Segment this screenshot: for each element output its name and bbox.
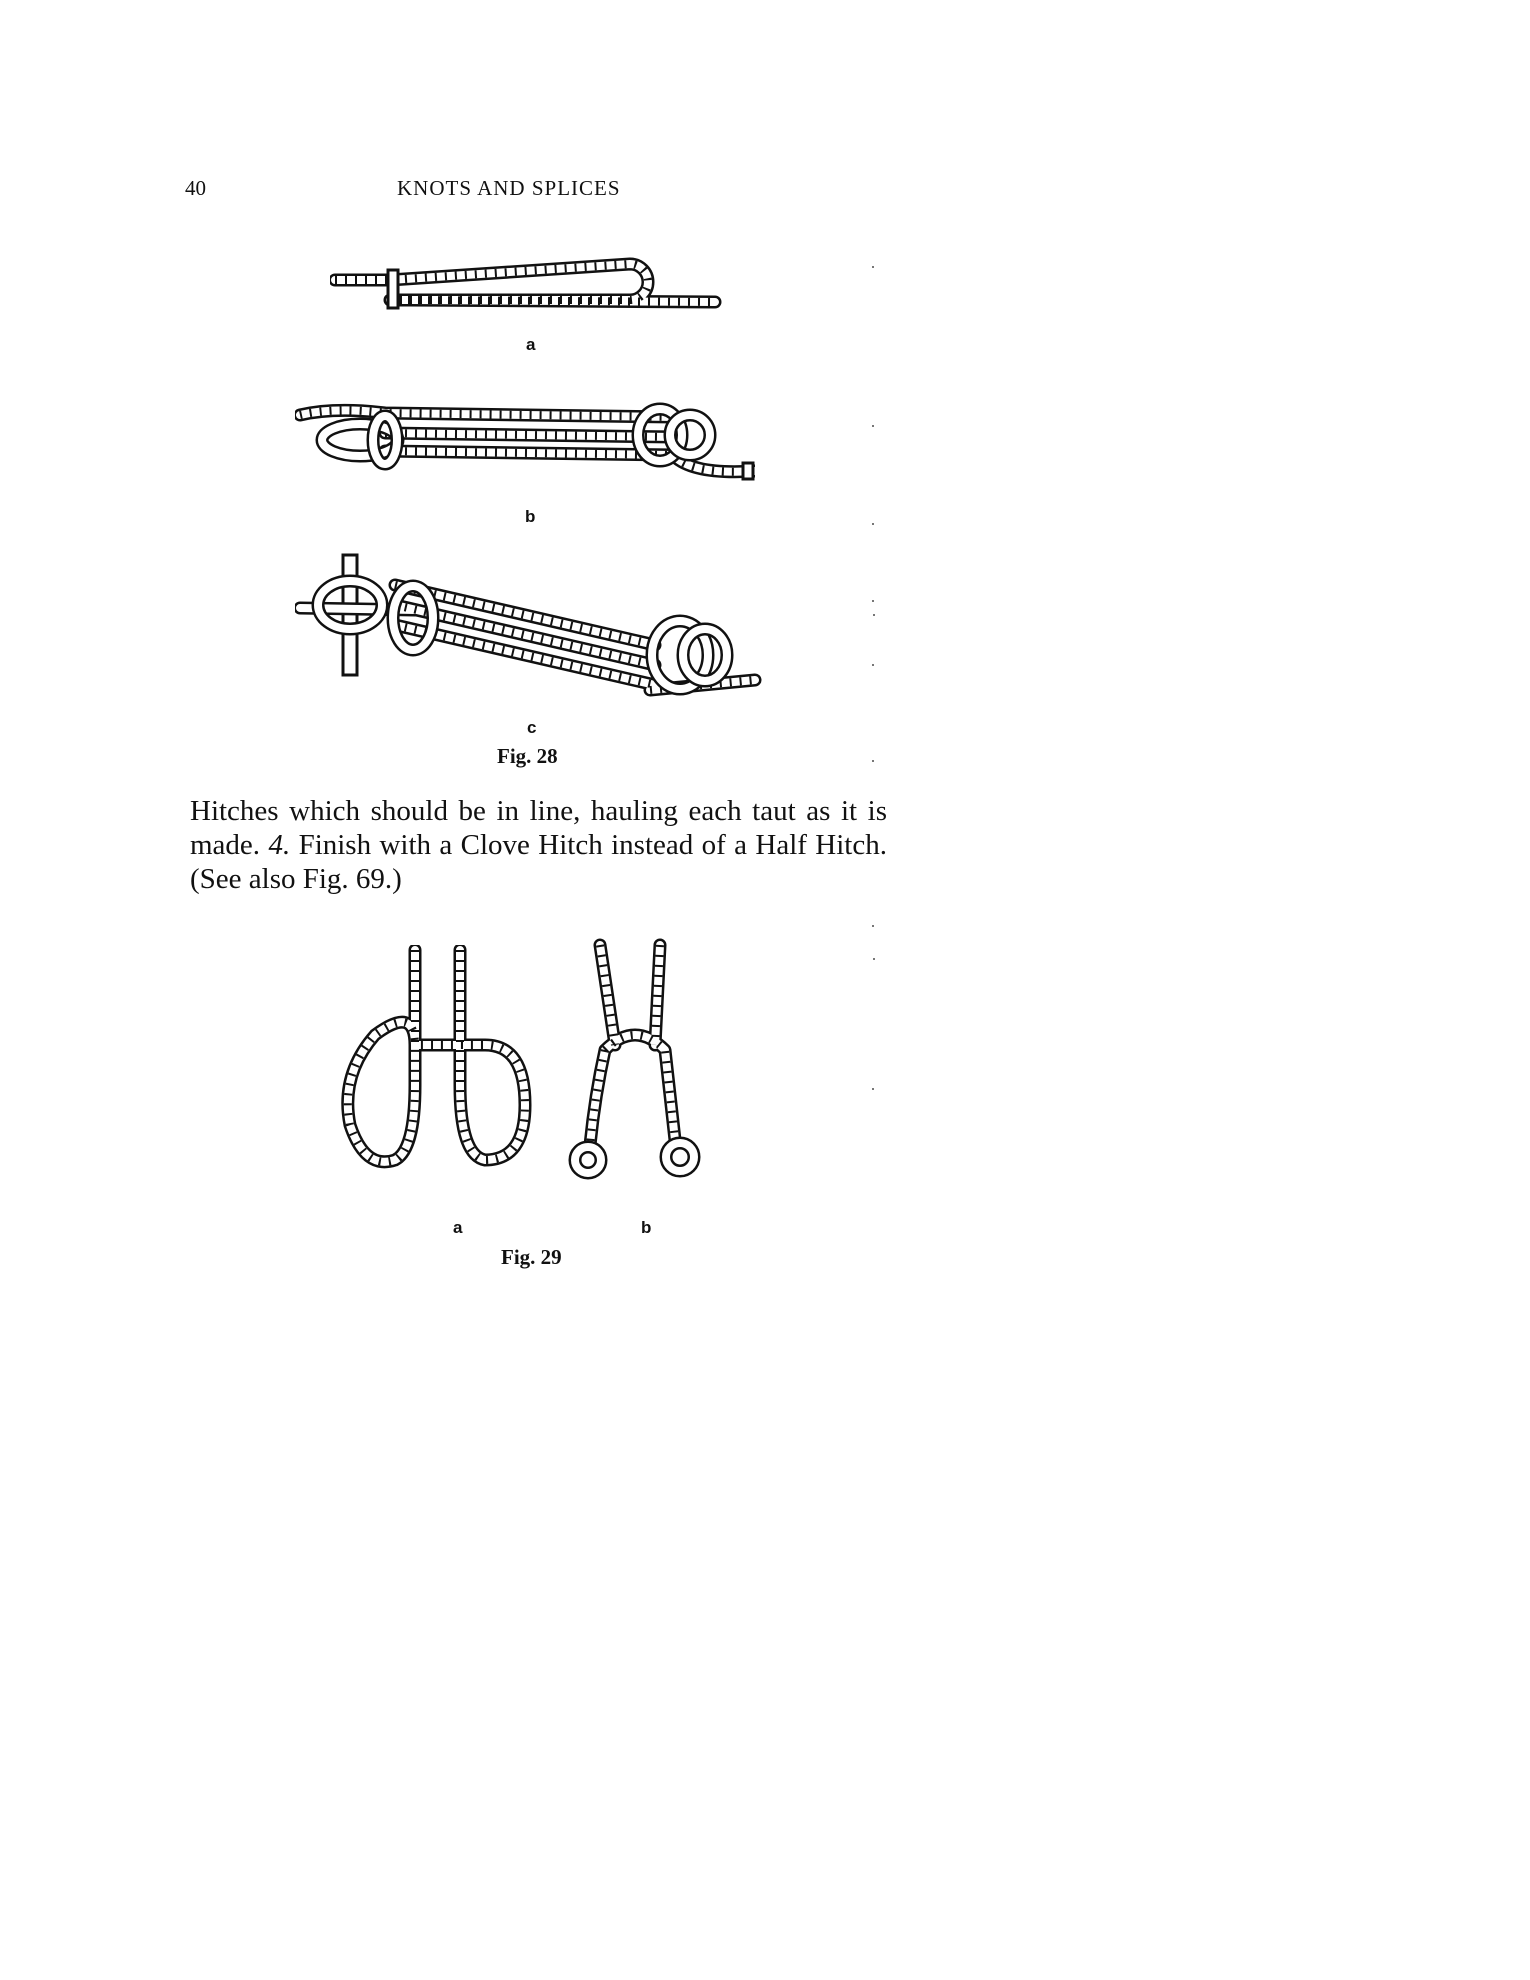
scan-speck <box>872 600 874 602</box>
fig28-sublabel-b: b <box>525 507 536 526</box>
fig29-sublabel-a: a <box>453 1218 463 1237</box>
fig28-c-illustration <box>295 550 765 710</box>
scan-speck <box>872 266 874 268</box>
scan-speck <box>872 1088 874 1090</box>
scan-speck <box>873 958 875 960</box>
step-number: 4. <box>268 829 291 861</box>
scan-speck <box>872 925 874 927</box>
fig28-b-illustration <box>295 395 755 495</box>
fig29-caption: Fig. 29 <box>501 1245 562 1269</box>
scan-speck <box>873 614 875 616</box>
scan-speck <box>872 664 874 666</box>
fig29-a-illustration <box>335 945 545 1205</box>
fig28-sublabel-c: c <box>527 718 537 737</box>
scan-speck <box>872 760 874 762</box>
scan-speck <box>872 523 874 525</box>
fig29-sublabel-b: b <box>641 1218 652 1237</box>
page-number: 40 <box>185 176 206 200</box>
scan-speck <box>872 425 874 427</box>
fig28-caption: Fig. 28 <box>497 744 558 768</box>
body-text-part-1: Hitches which should be in line, hauling each taut as it is made. <box>190 795 887 861</box>
body-paragraph <box>190 794 887 896</box>
fig28-a-illustration <box>330 250 730 320</box>
body-text-part-2: Finish with a Clove Hitch instead of a Half Hitch. (See also Fig. 69.) <box>190 829 887 895</box>
fig28-sublabel-a: a <box>526 335 536 354</box>
fig29-b-illustration <box>560 935 720 1195</box>
running-head: KNOTS AND SPLICES <box>397 176 621 200</box>
